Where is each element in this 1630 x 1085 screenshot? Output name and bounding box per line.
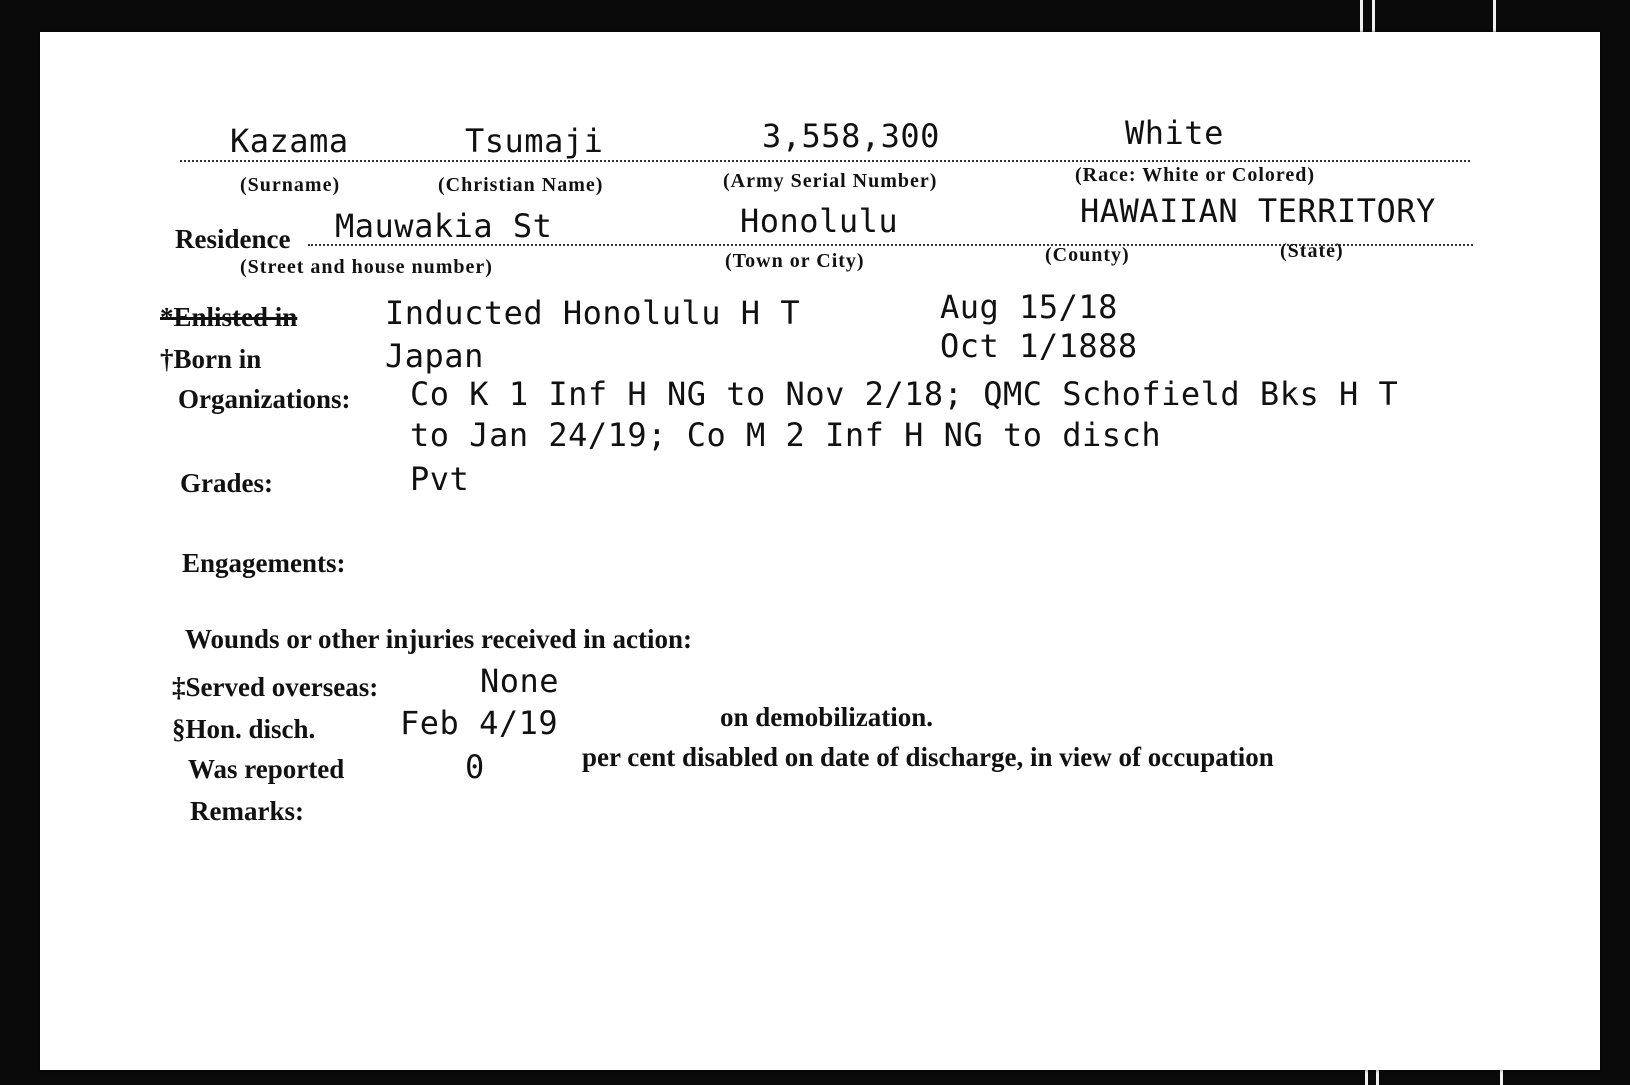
surname-caption: (Surname)	[240, 174, 341, 196]
organizations-label: Organizations:	[178, 384, 351, 414]
service-record-card	[40, 32, 1600, 1070]
enlisted-date: Aug 15/18	[940, 288, 1118, 326]
born-value: Japan	[385, 337, 484, 375]
county-caption: (County)	[1045, 244, 1130, 266]
discharge-suffix: on demobilization.	[720, 702, 934, 732]
state-value: HAWAIIAN TERRITORY	[1080, 192, 1436, 230]
organizations-line1: Co K 1 Inf H NG to Nov 2/18; QMC Schofield Bks H T	[410, 375, 1399, 413]
row1-dotted-line	[180, 160, 1470, 162]
reported-label: Was reported	[188, 754, 345, 784]
enlisted-label: *Enlisted in	[160, 302, 298, 332]
street-value: Mauwakia St	[335, 207, 553, 245]
born-label: †Born in	[160, 344, 262, 374]
overseas-label: ‡Served overseas:	[172, 672, 379, 702]
grades-label: Grades:	[180, 468, 273, 498]
scan-stripe	[1493, 0, 1496, 32]
christian-name-value: Tsumaji	[465, 122, 604, 160]
discharge-date: Feb 4/19	[400, 704, 559, 742]
discharge-label: §Hon. disch.	[172, 714, 316, 744]
surname-value: Kazama	[230, 122, 349, 160]
state-caption: (State)	[1280, 240, 1344, 262]
race-value: White	[1125, 114, 1224, 152]
town-caption: (Town or City)	[725, 250, 865, 272]
race-caption: (Race: White or Colored)	[1075, 164, 1316, 186]
enlisted-value: Inducted Honolulu H T	[385, 294, 801, 332]
christian-name-caption: (Christian Name)	[438, 174, 604, 196]
remarks-label: Remarks:	[190, 796, 304, 826]
serial-number-value: 3,558,300	[762, 117, 940, 155]
reported-suffix: per cent disabled on date of discharge, in view of occupation	[582, 742, 1274, 772]
organizations-line2: to Jan 24/19; Co M 2 Inf H NG to disch	[410, 416, 1162, 454]
overseas-value: None	[480, 662, 560, 700]
serial-number-caption: (Army Serial Number)	[723, 170, 938, 192]
wounds-label: Wounds or other injuries received in action:	[185, 624, 693, 654]
town-value: Honolulu	[740, 202, 899, 240]
born-date: Oct 1/1888	[940, 327, 1138, 365]
reported-value: 0	[465, 748, 485, 786]
engagements-label: Engagements:	[182, 548, 346, 578]
scan-stripe	[1360, 0, 1363, 32]
residence-label: Residence	[175, 224, 291, 254]
scan-stripe	[1372, 0, 1375, 32]
street-caption: (Street and house number)	[240, 256, 493, 278]
grades-value: Pvt	[410, 460, 470, 498]
